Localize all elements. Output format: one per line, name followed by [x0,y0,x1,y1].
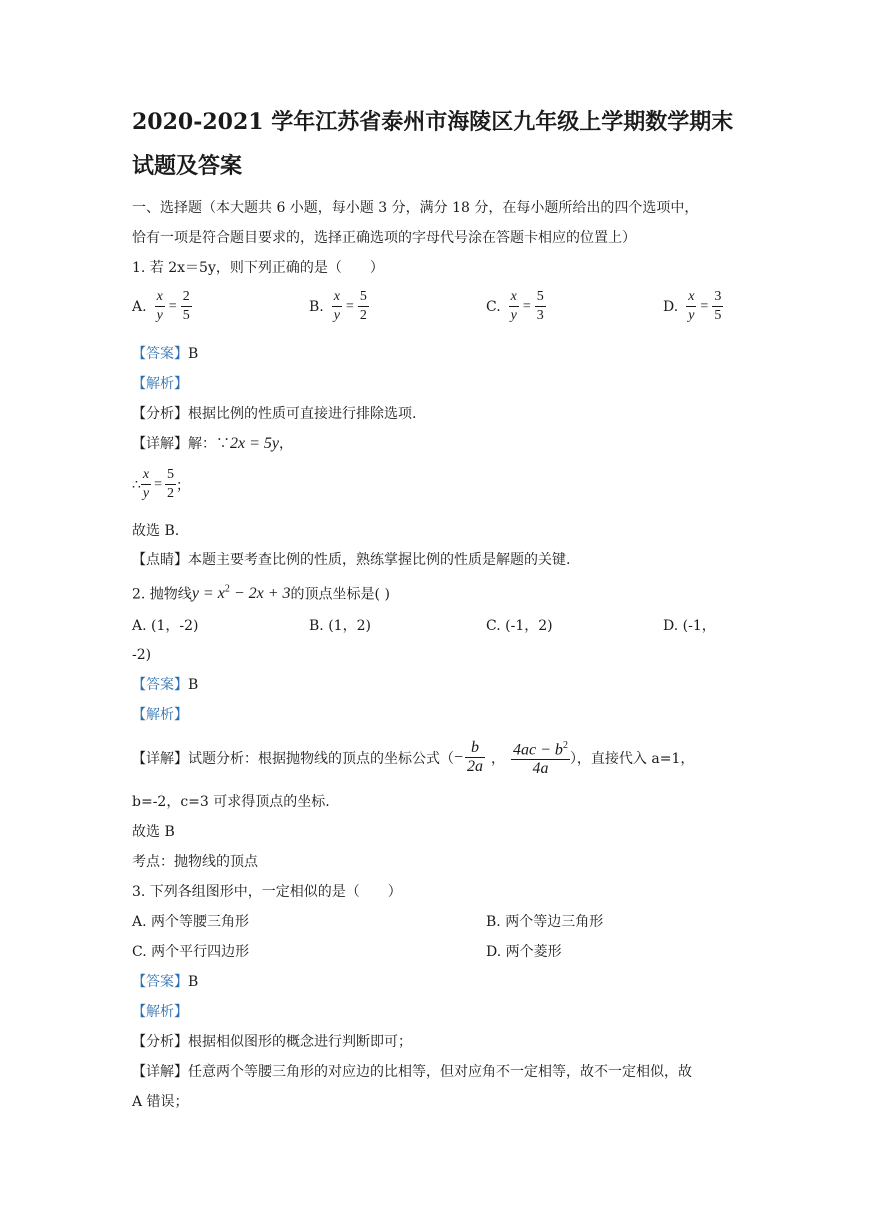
fraction: $\frac{b}{2a}$ [467,739,484,776]
doc-title-line2: 试题及答案 [132,153,243,179]
q1-option-a: A. $\frac{x}{y}$ = $\frac{2}{5}$ [132,289,190,323]
q1-answer: 【答案】B [132,346,199,362]
fraction: $\frac{x}{y}$ [333,289,340,323]
fraction: $\frac{x}{y}$ [156,289,163,323]
q1-fenxi: 【分析】根据比例的性质可直接进行排除选项. [132,406,417,422]
q1-option-b: B. $\frac{x}{y}$ = $\frac{5}{2}$ [309,289,367,323]
q3-analysis-tag: 【解析】 [132,1004,188,1020]
option-label: A. [132,298,147,315]
section-heading-line2: 恰有一项是符合题目要求的，选择正确选项的字母代号涂在答题卡相应的位置上） [132,230,636,246]
q2-answer: 【答案】B [132,677,199,693]
q3-option-b: B. 两个等边三角形 [486,914,604,930]
q1-option-c: C. $\frac{x}{y}$ = $\frac{5}{3}$ [486,289,544,323]
fraction: $\frac{5}{3}$ [536,289,544,323]
section-heading-line1: 一、选择题（本大题共 6 小题，每小题 3 分，满分 18 分，在每小题所给出的四个选项中， [132,200,699,216]
q3-detail-line2: A 错误； [132,1094,189,1110]
option-label: C. [486,298,501,315]
q2-kaodian: 考点：抛物线的顶点 [132,854,258,870]
fraction: $\frac{3}{5}$ [714,289,722,323]
q1-analysis-tag: 【解析】 [132,376,188,392]
option-label: D. [663,298,679,315]
q3-option-d: D. 两个菱形 [486,944,562,960]
q2-detail: 【详解】 试题分析：根据抛物线的顶点的坐标公式（ − $\frac{b}{2a}$ ， $\frac{4ac - b^2}{4a}$ ），直接代入 a=1， [132,737,694,778]
q2-option-c: C. (-1，2) [486,618,553,634]
option-label: B. [309,298,324,315]
fraction: $\frac{x}{y}$ [510,289,517,323]
q2-option-d-wrap: -2) [132,647,152,663]
q3-option-a: A. 两个等腰三角形 [132,914,250,930]
q1-option-d: D. $\frac{x}{y}$ = $\frac{3}{5}$ [663,289,722,323]
q3-fenxi: 【分析】根据相似图形的概念进行判断即可； [132,1034,412,1050]
q1-stem: 1. 若 2x＝5y，则下列正确的是（ ） [132,260,384,276]
q2-option-b: B. (1，2) [309,618,371,634]
q1-dianjing: 【点睛】本题主要考查比例的性质，熟练掌握比例的性质是解题的关键. [132,552,571,568]
fraction: $\frac{x}{y}$ [688,289,695,323]
q3-answer: 【答案】B [132,974,199,990]
q1-therefore: ∴ $\frac{x}{y}$ = $\frac{5}{2}$ ； [132,467,191,501]
q1-choose: 故选 B. [132,523,180,539]
q1-detail: 【详解】解：∵2x = 5y， [132,435,293,452]
q2-detail-line2: b=-2，c=3 可求得顶点的坐标. [132,794,330,810]
q2-option-a: A. (1，-2) [132,618,199,634]
fraction: $\frac{5}{2}$ [359,289,367,323]
q2-choose: 故选 B [132,824,175,840]
fraction: $\frac{x}{y}$ [142,467,150,501]
q2-stem: 2. 抛物线$y = x^2 - 2x + 3$的顶点坐标是( ) [132,584,390,603]
q2-analysis-tag: 【解析】 [132,707,188,723]
q3-option-c: C. 两个平行四边形 [132,944,250,960]
fraction: $\frac{4ac - b^2}{4a}$ [513,740,568,778]
fraction: $\frac{5}{2}$ [167,467,175,501]
fraction: $\frac{2}{5}$ [182,289,190,323]
q3-stem: 3. 下列各组图形中，一定相似的是（ ） [132,884,402,900]
q3-detail: 【详解】任意两个等腰三角形的对应边的比相等，但对应角不一定相等，故不一定相似，故 [132,1064,692,1080]
doc-title-line1: 2020-2021 学年江苏省泰州市海陵区九年级上学期数学期末 [132,109,734,135]
q2-option-d: D. (-1， [663,618,716,634]
